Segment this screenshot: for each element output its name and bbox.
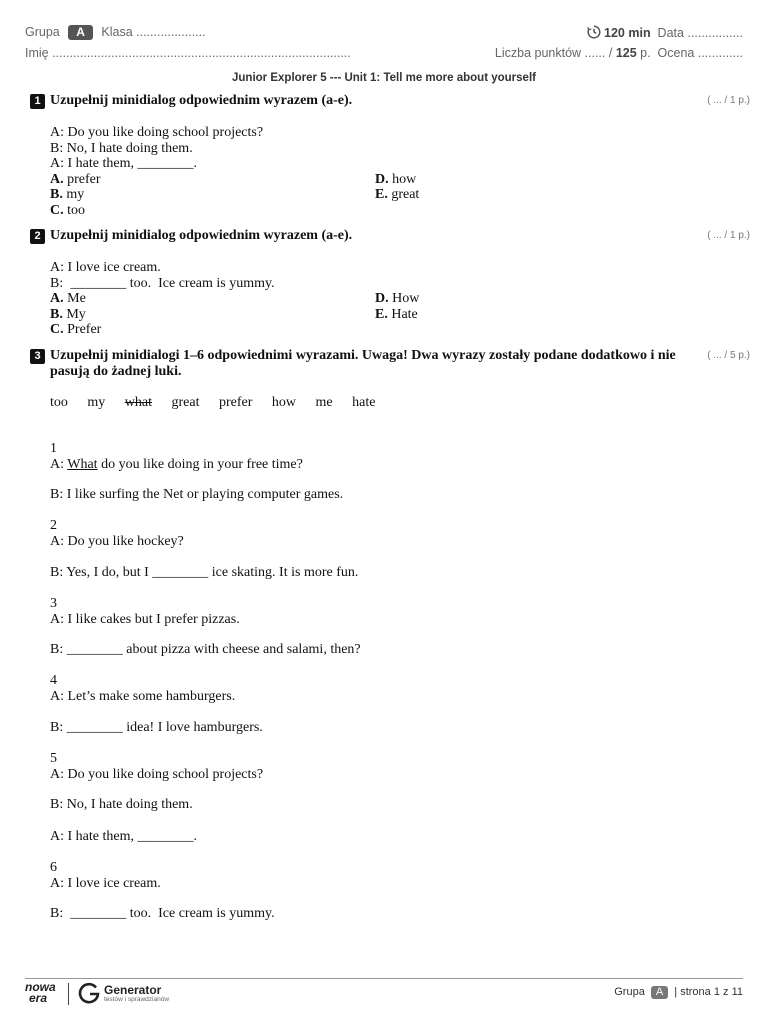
option-d[interactable]: D. How xyxy=(375,291,420,306)
logo-separator xyxy=(68,983,69,1005)
word-bank-item: my xyxy=(87,395,106,410)
dialog-line: B: ________ too. Ice cream is yummy. xyxy=(50,275,275,291)
date-field[interactable]: Data ................ xyxy=(657,26,743,40)
dialogue-line-b: B: I like surfing the Net or playing computer games. xyxy=(50,487,344,502)
points-label: Liczba punktów ...... / xyxy=(494,46,613,60)
dialogue-line-b[interactable]: B: ________ about pizza with cheese and salami, then? xyxy=(50,642,361,657)
time-value: 120 min xyxy=(604,26,651,40)
dialog-line: A: I hate them, ________. xyxy=(50,156,197,171)
task-number: 1 xyxy=(30,94,45,109)
clock-icon xyxy=(587,25,601,39)
dialogue-line-a: A: Let’s make some hamburgers. xyxy=(50,689,236,704)
points-total: 125 xyxy=(615,46,637,60)
dialogue-number: 4 xyxy=(50,673,57,688)
task-2 xyxy=(30,228,750,338)
name-field[interactable]: Imię ...................................................................................... xyxy=(25,46,351,60)
grade-field[interactable]: Ocena ............. xyxy=(657,46,743,60)
option-e[interactable]: E. great xyxy=(375,187,420,202)
dialogue-number: 3 xyxy=(50,596,57,611)
dialogue-line-b[interactable]: B: ________ idea! I love hamburgers. xyxy=(50,720,263,735)
dialogue-number: 2 xyxy=(50,518,57,533)
dialog-line: A: Do you like doing school projects? xyxy=(50,125,264,140)
option-a[interactable]: A. Me xyxy=(50,291,86,306)
option-b[interactable]: B. My xyxy=(50,306,86,322)
group-badge: A xyxy=(68,25,93,40)
dialog-line: B: No, I hate doing them. xyxy=(50,140,193,156)
option-e[interactable]: E. Hate xyxy=(375,306,418,322)
footer-group-badge: A xyxy=(651,986,668,999)
option-d[interactable]: D. how xyxy=(375,171,417,187)
word-bank-item: too xyxy=(50,395,68,410)
footer-divider xyxy=(25,978,743,979)
header-group-class xyxy=(25,25,206,40)
footer-page-info xyxy=(614,986,743,999)
page-title: Junior Explorer 5 --- Unit 1: Tell me more about yourself xyxy=(232,72,536,84)
example-answer: What xyxy=(67,457,98,472)
word-bank-item: me xyxy=(315,395,333,410)
group-label: Grupa xyxy=(25,25,60,39)
dialogue-line-a: A: Do you like hockey? xyxy=(50,534,184,549)
dialog-lines xyxy=(50,260,750,291)
dialogue-line-a: A: What do you like doing in your free time? xyxy=(50,457,303,472)
points-unit: p. xyxy=(640,46,651,60)
dialogue-number: 5 xyxy=(50,751,57,766)
dialogue-number: 6 xyxy=(50,860,57,875)
task-instruction: Uzupełnij minidialog odpowiednim wyrazem (a-e). xyxy=(50,93,353,108)
word-bank xyxy=(50,395,391,411)
dialogue-line-b: B: No, I hate doing them. xyxy=(50,797,193,812)
task-instruction: Uzupełnij minidialogi 1–6 odpowiednimi wyrazami. Uwaga! Dwa wyrazy zostały podane dodatkowo i nie pasują do żadnej luki. xyxy=(50,348,676,379)
task-points: ( ... / 1 p.) xyxy=(707,95,750,106)
dialog-lines xyxy=(50,125,750,172)
task-3 xyxy=(30,348,750,379)
dialogue-line-c[interactable]: A: I hate them, ________. xyxy=(50,829,197,844)
dialogue-line-a: A: I like cakes but I prefer pizzas. xyxy=(50,612,240,627)
option-a[interactable]: A. prefer xyxy=(50,171,101,187)
dialogue-line-b[interactable]: B: ________ too. Ice cream is yummy. xyxy=(50,906,275,921)
generator-subtitle: testów i sprawdzianów xyxy=(104,996,170,1003)
generator-title: Generator xyxy=(104,983,162,997)
answer-options xyxy=(50,172,750,219)
dialogue-line-b[interactable]: B: Yes, I do, but I ________ ice skating. It is more fun. xyxy=(50,565,359,580)
task-points: ( ... / 5 p.) xyxy=(707,350,750,361)
dialogue-number: 1 xyxy=(50,441,57,456)
task-1 xyxy=(30,93,750,218)
answer-options xyxy=(50,291,750,338)
header-time-date xyxy=(587,25,743,40)
task-number: 2 xyxy=(30,229,45,244)
task-instruction: Uzupełnij minidialog odpowiednim wyrazem (a-e). xyxy=(50,228,353,243)
dialogue-line-a: A: Do you like doing school projects? xyxy=(50,767,264,782)
dialogue-line-a: A: I love ice cream. xyxy=(50,876,161,891)
task-number: 3 xyxy=(30,349,45,364)
option-c[interactable]: C. Prefer xyxy=(50,322,102,337)
option-b[interactable]: B. my xyxy=(50,187,85,202)
footer-group-label: Grupa xyxy=(614,986,645,998)
word-bank-item: great xyxy=(171,395,200,410)
dialog-line: A: I love ice cream. xyxy=(50,260,161,275)
word-bank-item: how xyxy=(271,395,297,410)
nowa-era-logo: nowa era xyxy=(25,980,56,1005)
generator-logo-icon xyxy=(77,981,101,1005)
word-bank-item-used: what xyxy=(124,395,152,410)
task-points: ( ... / 1 p.) xyxy=(707,230,750,241)
header-points-grade xyxy=(495,46,743,60)
class-field[interactable]: Klasa .................... xyxy=(101,25,206,39)
word-bank-item: hate xyxy=(352,395,376,410)
page-number: | strona 1 z 11 xyxy=(674,986,743,998)
word-bank-item: prefer xyxy=(218,395,253,410)
option-c[interactable]: C. too xyxy=(50,202,86,218)
